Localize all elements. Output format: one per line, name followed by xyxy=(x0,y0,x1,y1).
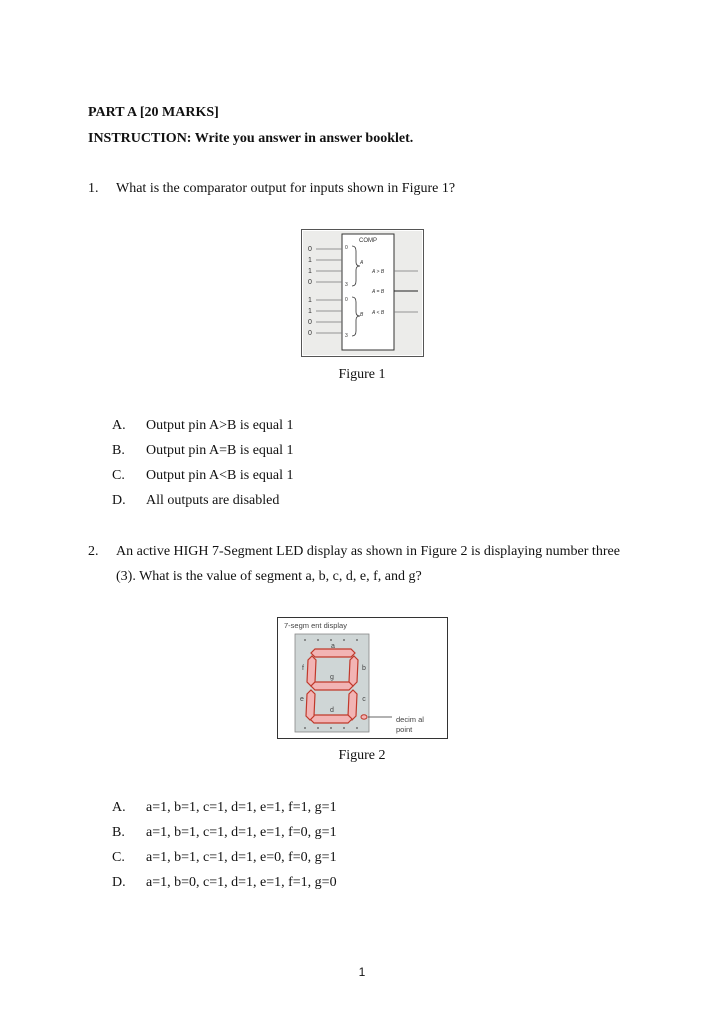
q1-option-d-text: All outputs are disabled xyxy=(146,493,280,508)
out-gt-label: A > B xyxy=(372,269,385,275)
figure-2-seven-segment xyxy=(277,617,448,739)
q2-option-c-letter: C. xyxy=(112,850,125,865)
q1-option-d-letter: D. xyxy=(112,493,126,508)
q2-text-line1: An active HIGH 7-Segment LED display as shown in Figure 2 is displaying number three xyxy=(116,544,620,559)
seg-label-b: b xyxy=(362,665,366,672)
input-a3: 0 xyxy=(308,279,312,286)
out-eq-label: A = B xyxy=(372,289,385,295)
q2-option-d-text: a=1, b=0, c=1, d=1, e=1, f=1, g=0 xyxy=(146,875,337,890)
q2-option-c xyxy=(0,849,724,867)
q1-option-c xyxy=(0,467,724,485)
instruction: INSTRUCTION: Write you answer in answer booklet. xyxy=(88,131,414,146)
pin-a-bottom: 3 xyxy=(345,282,348,288)
segment-c xyxy=(348,690,357,720)
pin-b-bottom: 3 xyxy=(345,333,348,339)
q1-option-b-letter: B. xyxy=(112,443,125,458)
out-lt-label: A < B xyxy=(372,310,385,316)
dp-label-line2: point xyxy=(396,725,413,734)
q1-option-b-text: Output pin A=B is equal 1 xyxy=(146,443,294,458)
q2-option-a xyxy=(0,799,724,817)
label-a: A xyxy=(360,260,364,266)
segment-a xyxy=(311,649,355,657)
pin-b-top: 0 xyxy=(345,297,348,303)
label-b: B xyxy=(360,312,364,318)
page-number: 1 xyxy=(358,965,366,979)
dp-label-line1: decim al xyxy=(396,715,424,724)
q1-option-a-letter: A. xyxy=(112,418,126,433)
segment-d xyxy=(310,715,352,723)
q1-option-a xyxy=(0,417,724,435)
input-a1: 1 xyxy=(308,257,312,264)
q2-option-d xyxy=(0,874,724,892)
q1-option-c-letter: C. xyxy=(112,468,125,483)
input-b1: 1 xyxy=(308,308,312,315)
input-a0: 0 xyxy=(308,246,312,253)
q2-number: 2. xyxy=(88,544,99,559)
q2-option-d-letter: D. xyxy=(112,875,126,890)
segment-e xyxy=(306,690,315,720)
input-a2: 1 xyxy=(308,268,312,275)
q2-text-line2: (3). What is the value of segment a, b, c, d, e, f, and g? xyxy=(116,569,422,584)
q2-option-a-text: a=1, b=1, c=1, d=1, e=1, f=1, g=1 xyxy=(146,800,337,815)
q1-option-b xyxy=(0,442,724,460)
seg-label-g: g xyxy=(330,674,334,681)
q1-number: 1. xyxy=(88,181,99,196)
seven-seg-title: 7-segm ent display xyxy=(284,621,347,630)
segment-b xyxy=(349,656,358,686)
pin-a-top: 0 xyxy=(345,245,348,251)
comparator-diagram xyxy=(302,230,423,356)
decimal-point-segment xyxy=(361,715,367,719)
segment-g xyxy=(311,682,353,690)
q2-option-b-text: a=1, b=1, c=1, d=1, e=1, f=0, g=1 xyxy=(146,825,337,840)
seg-label-c: c xyxy=(362,696,366,703)
q1-text: What is the comparator output for inputs shown in Figure 1? xyxy=(116,181,456,196)
figure-1-caption: Figure 1 xyxy=(338,367,386,382)
seg-label-a: a xyxy=(331,643,335,650)
seg-label-e: e xyxy=(300,696,304,703)
q2-option-a-letter: A. xyxy=(112,800,126,815)
seg-label-d: d xyxy=(330,707,334,714)
part-title: PART A [20 MARKS] xyxy=(88,105,219,120)
q2-option-b xyxy=(0,824,724,842)
q2-option-b-letter: B. xyxy=(112,825,125,840)
input-b3: 0 xyxy=(308,330,312,337)
segment-f xyxy=(307,656,316,686)
input-b0: 1 xyxy=(308,297,312,304)
comp-title: COMP xyxy=(359,238,377,244)
q1-option-d xyxy=(0,492,724,510)
figure-2-caption: Figure 2 xyxy=(338,748,386,763)
seg-label-f: f xyxy=(302,665,304,672)
input-b2: 0 xyxy=(308,319,312,326)
q2-option-c-text: a=1, b=1, c=1, d=1, e=0, f=0, g=1 xyxy=(146,850,337,865)
figure-1-comparator xyxy=(301,229,424,357)
seven-segment-diagram xyxy=(278,618,447,738)
q1-option-a-text: Output pin A>B is equal 1 xyxy=(146,418,294,433)
q1-option-c-text: Output pin A<B is equal 1 xyxy=(146,468,294,483)
